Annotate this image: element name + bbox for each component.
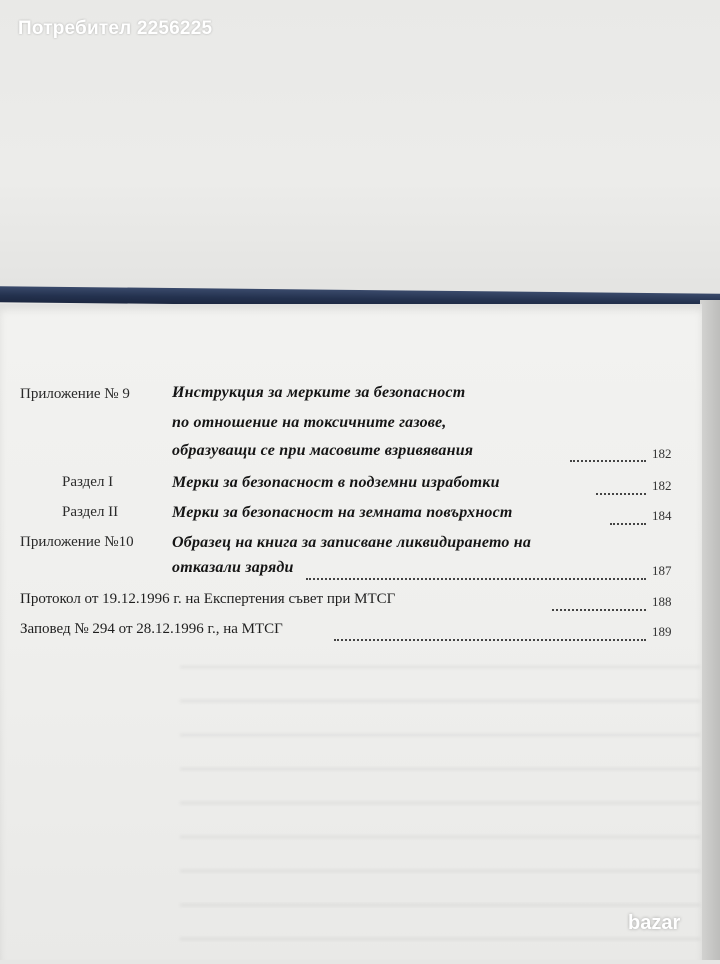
toc-page-number: 187 <box>652 563 672 578</box>
toc-label-section-1: Раздел I <box>62 474 114 490</box>
toc-title-line: Протокол от 19.12.1996 г. на Експертения съвет при МТСГ <box>20 591 396 607</box>
blank-upper-page <box>0 0 720 300</box>
site-logo: bazar <box>628 912 681 934</box>
toc-title-line: образуващи се при масовите взривявания <box>172 442 474 459</box>
toc-leader-dots <box>610 521 646 525</box>
toc-title-line: Образец на книга за записване ликвидирането на <box>172 534 532 551</box>
toc-page-number: 182 <box>652 446 672 461</box>
toc-page-number: 184 <box>652 508 672 523</box>
toc-leader-dots <box>596 491 646 495</box>
toc-leader-dots <box>334 637 646 641</box>
toc-page-number: 188 <box>652 594 672 609</box>
toc-title-line: Инструкция за мерките за безопасност <box>172 384 466 401</box>
table-of-contents <box>0 304 702 960</box>
toc-title-line: Мерки за безопасност в подземни изработки <box>172 474 500 491</box>
toc-label-section-2: Раздел II <box>62 504 119 520</box>
book-side-edge <box>700 300 720 960</box>
user-watermark: Потребител 2256225 <box>18 18 213 39</box>
toc-leader-dots <box>306 576 646 580</box>
toc-leader-dots <box>552 607 646 611</box>
book-page <box>0 304 702 960</box>
toc-title-line: по отношение на токсичните газове, <box>172 414 447 431</box>
toc-leader-dots <box>570 458 646 462</box>
toc-label-appendix-9: Приложение № 9 <box>20 386 130 402</box>
toc-label-appendix-10: Приложение №10 <box>20 534 134 550</box>
toc-page-number: 189 <box>652 624 672 639</box>
toc-title-line: отказали заряди <box>172 559 294 576</box>
toc-page-number: 182 <box>652 478 672 493</box>
toc-title-line: Мерки за безопасност на земната повърхност <box>172 504 513 521</box>
toc-title-line: Заповед № 294 от 28.12.1996 г., на МТСГ <box>20 621 283 637</box>
